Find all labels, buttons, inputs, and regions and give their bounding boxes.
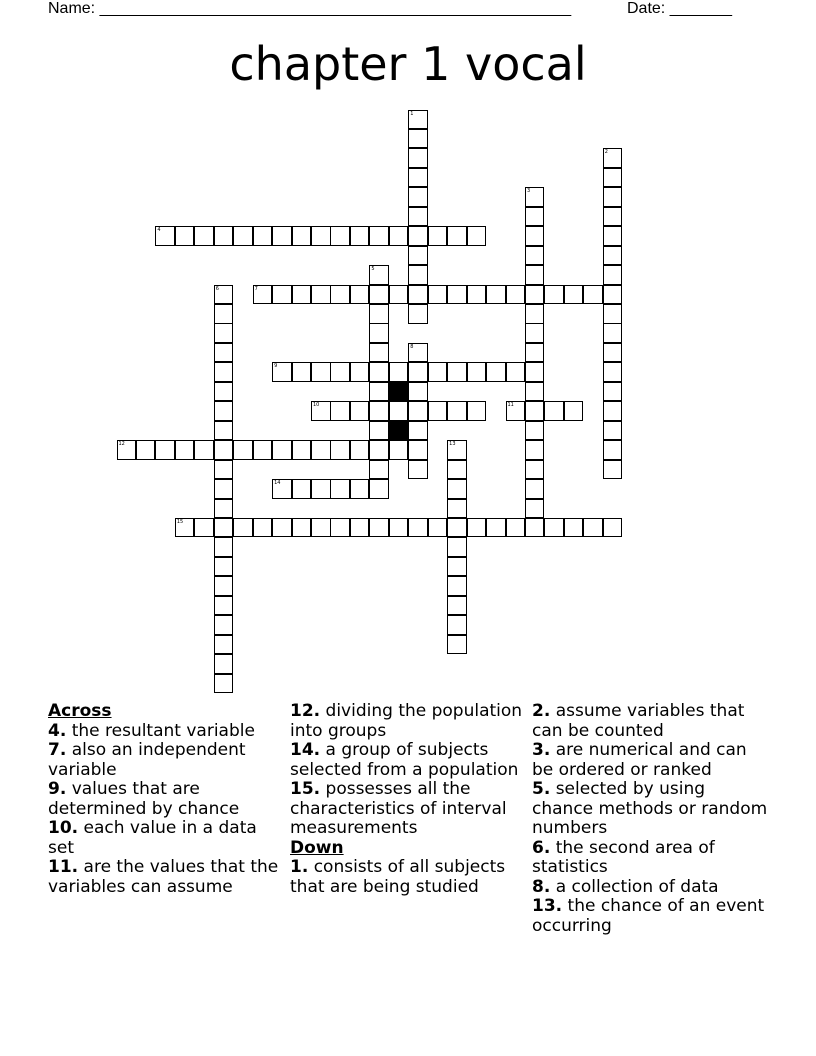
- clue-across-9: 9. values that are determined by chance: [48, 779, 240, 819]
- cell-number: 8: [410, 343, 414, 350]
- grid-cell[interactable]: [369, 362, 389, 382]
- grid-cell[interactable]: [117, 440, 137, 460]
- grid-cell[interactable]: [292, 362, 312, 382]
- grid-cell[interactable]: [525, 401, 545, 421]
- grid-cell[interactable]: [272, 440, 292, 460]
- grid-cell[interactable]: [408, 246, 428, 266]
- grid-cell[interactable]: [603, 421, 623, 441]
- cell-number: 6: [215, 285, 219, 292]
- grid-cell[interactable]: [408, 304, 428, 324]
- grid-cell[interactable]: [292, 518, 312, 538]
- grid-cell[interactable]: [603, 401, 623, 421]
- grid-cell[interactable]: [408, 148, 428, 168]
- grid-cell[interactable]: [214, 285, 234, 305]
- grid-cell[interactable]: [389, 285, 409, 305]
- grid-cell[interactable]: [525, 304, 545, 324]
- grid-cell[interactable]: [350, 226, 370, 246]
- grid-cell[interactable]: [214, 499, 234, 519]
- grid-cell[interactable]: [389, 518, 409, 538]
- grid-cell[interactable]: [369, 401, 389, 421]
- grid-cell[interactable]: [603, 343, 623, 363]
- grid-cell[interactable]: [214, 304, 234, 324]
- grid-cell[interactable]: [525, 187, 545, 207]
- grid-cell[interactable]: [467, 362, 487, 382]
- grid-cell[interactable]: [389, 401, 409, 421]
- grid-cell[interactable]: [525, 460, 545, 480]
- grid-cell[interactable]: [447, 615, 467, 635]
- grid-cell[interactable]: [311, 226, 331, 246]
- grid-cell[interactable]: [330, 479, 350, 499]
- grid-cell[interactable]: [447, 518, 467, 538]
- grid-cell[interactable]: [369, 265, 389, 285]
- grid-cell[interactable]: [564, 285, 584, 305]
- cell-number: 11: [507, 402, 514, 409]
- puzzle-title: chapter 1 vocal: [229, 37, 587, 91]
- clue-down-1: 1. consists of all subjects that are being studied: [290, 857, 506, 897]
- grid-cell[interactable]: [408, 440, 428, 460]
- date-line: Date: _______: [627, 0, 732, 17]
- grid-cell[interactable]: [506, 401, 526, 421]
- grid-cell[interactable]: [369, 343, 389, 363]
- grid-cell[interactable]: [486, 285, 506, 305]
- grid-cell[interactable]: [214, 596, 234, 616]
- grid-cell[interactable]: [214, 343, 234, 363]
- grid-cell[interactable]: [428, 226, 448, 246]
- grid-cell[interactable]: [408, 168, 428, 188]
- grid-cell[interactable]: [506, 518, 526, 538]
- grid-cell[interactable]: [194, 226, 214, 246]
- grid-cell[interactable]: [330, 401, 350, 421]
- grid-cell[interactable]: [447, 440, 467, 460]
- grid-cell[interactable]: [525, 246, 545, 266]
- grid-cell[interactable]: [506, 285, 526, 305]
- grid-cell[interactable]: [214, 635, 234, 655]
- grid-cell[interactable]: [603, 460, 623, 480]
- grid-cell[interactable]: [467, 518, 487, 538]
- grid-cell[interactable]: [603, 323, 623, 343]
- grid-cell[interactable]: [408, 518, 428, 538]
- grid-cell[interactable]: [369, 285, 389, 305]
- grid-cell[interactable]: [350, 285, 370, 305]
- grid-cell[interactable]: [447, 362, 467, 382]
- grid-cell[interactable]: [194, 440, 214, 460]
- grid-cell[interactable]: [428, 362, 448, 382]
- grid-cell[interactable]: [467, 285, 487, 305]
- grid-cell[interactable]: [369, 421, 389, 441]
- grid-cell[interactable]: [525, 479, 545, 499]
- grid-cell[interactable]: [389, 440, 409, 460]
- black-cell: [389, 421, 409, 441]
- grid-cell[interactable]: [369, 382, 389, 402]
- cell-number: 14: [274, 480, 281, 487]
- grid-cell[interactable]: [583, 518, 603, 538]
- grid-cell[interactable]: [330, 440, 350, 460]
- cell-number: 12: [118, 441, 125, 448]
- grid-cell[interactable]: [408, 460, 428, 480]
- grid-cell[interactable]: [525, 343, 545, 363]
- clue-across-15: 15. possesses all the characteristics of interval measurements: [290, 779, 507, 838]
- grid-cell[interactable]: [447, 285, 467, 305]
- grid-cell[interactable]: [214, 654, 234, 674]
- clue-across-7: 7. also an independent variable: [48, 740, 246, 780]
- clue-down-2: 2. assume variables that can be counted: [532, 701, 745, 741]
- grid-cell[interactable]: [564, 518, 584, 538]
- grid-cell[interactable]: [214, 401, 234, 421]
- grid-cell[interactable]: [603, 207, 623, 227]
- grid-cell[interactable]: [447, 557, 467, 577]
- grid-cell[interactable]: [175, 518, 195, 538]
- grid-cell[interactable]: [603, 304, 623, 324]
- grid-cell[interactable]: [467, 401, 487, 421]
- across-heading: Across: [48, 701, 112, 721]
- clue-down-13: 13. the chance of an event occurring: [532, 896, 765, 936]
- cell-number: 3: [526, 188, 531, 195]
- grid-cell[interactable]: [214, 421, 234, 441]
- grid-cell[interactable]: [292, 226, 312, 246]
- grid-cell[interactable]: [214, 460, 234, 480]
- grid-cell[interactable]: [214, 226, 234, 246]
- grid-cell[interactable]: [603, 187, 623, 207]
- grid-cell[interactable]: [544, 401, 564, 421]
- grid-cell[interactable]: [214, 674, 234, 694]
- grid-cell[interactable]: [253, 518, 273, 538]
- grid-cell[interactable]: [194, 518, 214, 538]
- grid-cell[interactable]: [214, 479, 234, 499]
- grid-cell[interactable]: [350, 479, 370, 499]
- grid-cell[interactable]: [525, 323, 545, 343]
- grid-cell[interactable]: [369, 304, 389, 324]
- clue-column-2: [290, 702, 528, 897]
- grid-cell[interactable]: [272, 285, 292, 305]
- grid-cell[interactable]: [603, 382, 623, 402]
- grid-cell[interactable]: [369, 440, 389, 460]
- grid-cell[interactable]: [506, 362, 526, 382]
- grid-cell[interactable]: [311, 401, 331, 421]
- grid-cell[interactable]: [544, 518, 564, 538]
- grid-cell[interactable]: [603, 246, 623, 266]
- grid-cell[interactable]: [525, 518, 545, 538]
- clue-across-11: 11. are the values that the variables can assume: [48, 857, 279, 897]
- grid-cell[interactable]: [330, 362, 350, 382]
- grid-cell[interactable]: [428, 518, 448, 538]
- grid-cell[interactable]: [272, 362, 292, 382]
- grid-cell[interactable]: [389, 226, 409, 246]
- cell-number: 15: [176, 518, 184, 525]
- grid-cell[interactable]: [233, 226, 253, 246]
- grid-cell[interactable]: [233, 518, 253, 538]
- grid-cell[interactable]: [350, 518, 370, 538]
- cell-number: 5: [371, 266, 375, 273]
- clue-across-4: 4. the resultant variable: [48, 720, 255, 741]
- grid-cell[interactable]: [311, 479, 331, 499]
- grid-cell[interactable]: [272, 518, 292, 538]
- grid-cell[interactable]: [272, 479, 292, 499]
- grid-cell[interactable]: [369, 479, 389, 499]
- grid-cell[interactable]: [408, 421, 428, 441]
- grid-cell[interactable]: [603, 168, 623, 188]
- grid-cell[interactable]: [544, 285, 564, 305]
- grid-cell[interactable]: [447, 499, 467, 519]
- grid-cell[interactable]: [292, 285, 312, 305]
- grid-cell[interactable]: [525, 440, 545, 460]
- grid-cell[interactable]: [525, 285, 545, 305]
- grid-cell[interactable]: [311, 518, 331, 538]
- cell-number: 1: [410, 110, 414, 117]
- grid-cell[interactable]: [369, 460, 389, 480]
- grid-cell[interactable]: [311, 440, 331, 460]
- grid-cell[interactable]: [330, 518, 350, 538]
- grid-cell[interactable]: [311, 362, 331, 382]
- cell-number: 7: [254, 285, 258, 292]
- clue-across-10: 10. each value in a data set: [48, 818, 257, 858]
- grid-cell[interactable]: [311, 285, 331, 305]
- grid-cell[interactable]: [175, 226, 195, 246]
- grid-cell[interactable]: [408, 285, 428, 305]
- grid-cell[interactable]: [369, 518, 389, 538]
- grid-cell[interactable]: [525, 382, 545, 402]
- clue-down-8: 8. a collection of data: [532, 876, 719, 897]
- grid-cell[interactable]: [389, 362, 409, 382]
- grid-cell[interactable]: [447, 479, 467, 499]
- grid-cell[interactable]: [408, 187, 428, 207]
- grid-cell[interactable]: [447, 460, 467, 480]
- grid-cell[interactable]: [603, 518, 623, 538]
- grid-cell[interactable]: [214, 518, 234, 538]
- name-line: Name: _____________________________________________________: [48, 0, 572, 17]
- grid-cell[interactable]: [486, 362, 506, 382]
- grid-cell[interactable]: [330, 226, 350, 246]
- clue-across-12: 12. dividing the population into groups: [290, 701, 523, 741]
- clue-down-6: 6. the second area of statistics: [532, 837, 715, 877]
- cell-number: 2: [604, 149, 608, 156]
- grid-cell[interactable]: [408, 265, 428, 285]
- grid-cell[interactable]: [408, 382, 428, 402]
- grid-cell[interactable]: [292, 479, 312, 499]
- grid-cell[interactable]: [603, 226, 623, 246]
- grid-cell[interactable]: [136, 440, 156, 460]
- grid-cell[interactable]: [214, 576, 234, 596]
- grid-cell[interactable]: [408, 401, 428, 421]
- grid-cell[interactable]: [155, 440, 175, 460]
- clue-down-3: 3. are numerical and can be ordered or ranked: [532, 740, 747, 780]
- black-cell: [389, 382, 409, 402]
- grid-cell[interactable]: [603, 285, 623, 305]
- grid-cell[interactable]: [447, 401, 467, 421]
- grid-cell[interactable]: [603, 362, 623, 382]
- grid-cell[interactable]: [272, 226, 292, 246]
- down-heading: Down: [290, 837, 344, 858]
- grid-cell[interactable]: [155, 226, 175, 246]
- grid-cell[interactable]: [525, 226, 545, 246]
- grid-cell[interactable]: [369, 323, 389, 343]
- grid-cell[interactable]: [447, 537, 467, 557]
- grid-cell[interactable]: [447, 226, 467, 246]
- grid-cell[interactable]: [583, 285, 603, 305]
- grid-cell[interactable]: [486, 518, 506, 538]
- grid-cell[interactable]: [253, 226, 273, 246]
- grid-cell[interactable]: [253, 440, 273, 460]
- cell-number: 10: [313, 402, 320, 409]
- grid-cell[interactable]: [525, 362, 545, 382]
- grid-cell[interactable]: [214, 362, 234, 382]
- grid-cell[interactable]: [525, 499, 545, 519]
- grid-cell[interactable]: [350, 440, 370, 460]
- grid-cell[interactable]: [214, 557, 234, 577]
- grid-cell[interactable]: [603, 148, 623, 168]
- clue-across-14: 14. a group of subjects selected from a population: [290, 740, 519, 780]
- grid-cell[interactable]: [292, 440, 312, 460]
- grid-cell[interactable]: [408, 343, 428, 363]
- grid-cell[interactable]: [214, 537, 234, 557]
- grid-cell[interactable]: [408, 110, 428, 130]
- grid-cell[interactable]: [214, 382, 234, 402]
- grid-cell[interactable]: [350, 401, 370, 421]
- clue-column-1: [48, 702, 284, 897]
- grid-cell[interactable]: [330, 285, 350, 305]
- grid-cell[interactable]: [447, 596, 467, 616]
- grid-cell[interactable]: [467, 226, 487, 246]
- cell-number: 9: [274, 363, 278, 370]
- grid-cell[interactable]: [428, 401, 448, 421]
- grid-cell[interactable]: [350, 362, 370, 382]
- grid-cell[interactable]: [175, 440, 195, 460]
- grid-cell[interactable]: [408, 226, 428, 246]
- grid-cell[interactable]: [603, 265, 623, 285]
- clue-column-3: [532, 702, 768, 936]
- clue-down-5: 5. selected by using chance methods or random numbers: [532, 779, 768, 838]
- grid-cell[interactable]: [253, 285, 273, 305]
- grid-cell[interactable]: [447, 576, 467, 596]
- grid-cell[interactable]: [214, 440, 234, 460]
- grid-cell[interactable]: [525, 207, 545, 227]
- grid-cell[interactable]: [214, 615, 234, 635]
- grid-cell[interactable]: [525, 421, 545, 441]
- grid-cell[interactable]: [447, 635, 467, 655]
- grid-cell[interactable]: [369, 226, 389, 246]
- grid-cell[interactable]: [214, 323, 234, 343]
- cell-number: 13: [449, 441, 456, 448]
- grid-cell[interactable]: [603, 440, 623, 460]
- grid-cell[interactable]: [564, 401, 584, 421]
- grid-cell[interactable]: [408, 362, 428, 382]
- grid-cell[interactable]: [525, 265, 545, 285]
- grid-cell[interactable]: [408, 207, 428, 227]
- grid-cell[interactable]: [233, 440, 253, 460]
- cell-number: 4: [157, 227, 161, 234]
- grid-cell[interactable]: [408, 129, 428, 149]
- grid-cell[interactable]: [428, 285, 448, 305]
